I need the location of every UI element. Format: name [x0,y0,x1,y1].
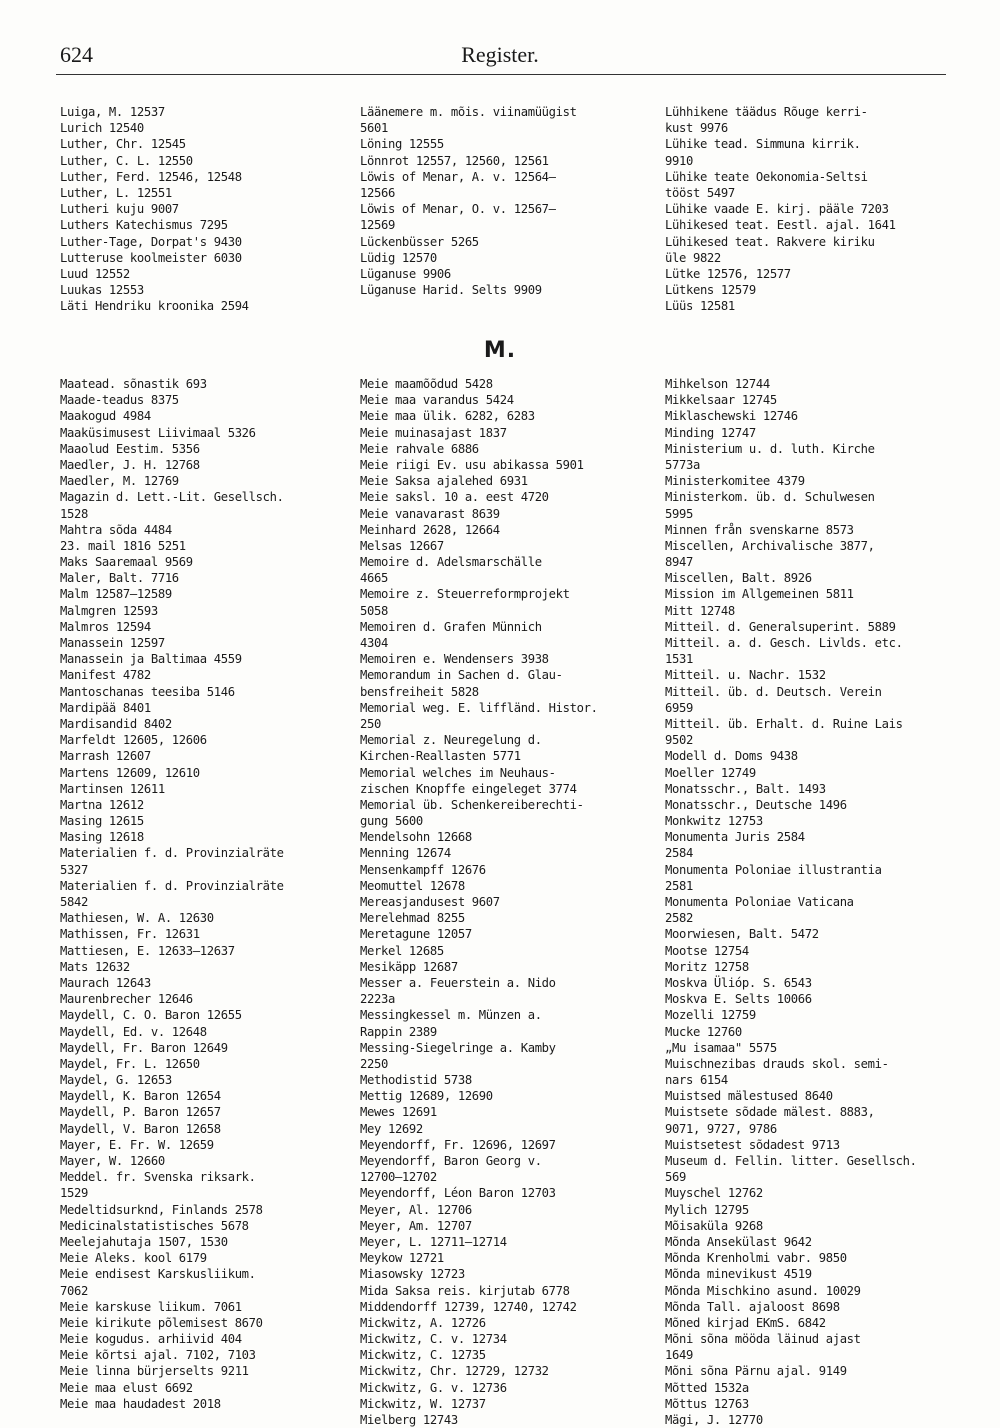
index-entry: 2584 [665,846,693,861]
index-entry: Lühikesed teat. Rakvere kiriku [665,234,875,249]
index-entry: Mylich 12795 [665,1202,749,1217]
index-entry: Mõnda Mischkino asund. 10029 [665,1283,861,1298]
index-entry: 1531 [665,652,693,667]
index-entry: Mõttus 12763 [665,1396,749,1411]
index-column-1 [60,376,340,1412]
index-entry: Mõisaküla 9268 [665,1218,763,1233]
index-entry: Meie karskuse liikum. 7061 [60,1299,242,1314]
index-entry: 12700—12702 [360,1170,437,1185]
index-entry: Luthers Katechismus 7295 [60,218,228,233]
index-entry: 8947 [665,555,693,570]
index-entry: Mitteil. d. Generalsuperint. 5889 [665,619,896,634]
index-entry: Mardisandid 8402 [60,716,172,731]
index-entry: Maedler, M. 12769 [60,474,179,489]
index-entry: Luther, Chr. 12545 [60,137,186,152]
index-entry: 5327 [60,862,88,877]
index-entry: Mitteil. a. d. Gesch. Livlds. etc. [665,636,903,650]
index-entry: Medicinalstatistisches 5678 [60,1218,249,1233]
section-heading-m: M. [483,338,517,363]
index-entry: Museum d. Fellin. litter. Gesellsch. [665,1154,917,1168]
index-entry: kust 9976 [665,121,728,136]
index-entry: Mõnda Ansekülast 9642 [665,1234,812,1249]
index-entry: Meyendorff, Baron Georg v. [360,1154,542,1168]
index-entry: Mathiesen, W. A. 12630 [60,911,214,926]
index-entry: 1649 [665,1348,693,1363]
index-entry: Monatsschr., Balt. 1493 [665,781,826,796]
index-entry: Mickwitz, W. 12737 [360,1396,486,1411]
index-entry: Meie maa haudadest 2018 [60,1396,221,1411]
index-entry: Melsas 12667 [360,538,444,553]
index-entry: Muistsetest sõdadest 9713 [665,1137,840,1152]
index-entry: Memorial üb. Schenkereiberechti- [360,797,584,812]
index-entry: Muistsed mälestused 8640 [665,1089,833,1104]
page-title: Register. [461,42,539,67]
index-entry: Moorwiesen, Balt. 5472 [665,927,819,942]
index-entry: Memorial welches im Neuhaus- [360,765,556,780]
index-entry: Mõned kirjad EKmS. 6842 [665,1315,826,1330]
index-entry: Memoiren e. Wendensers 3938 [360,652,549,667]
index-entry: Mattiesen, E. 12633—12637 [60,943,235,958]
index-entry: Mantoschanas teesiba 5146 [60,684,235,699]
index-entry: 250 [360,716,381,731]
index-entry: Meie saksl. 10 a. eest 4720 [360,490,549,505]
index-entry: Messing-Siegelringe a. Kamby [360,1040,556,1055]
index-entry: Luther, L. 12551 [60,185,172,200]
index-entry: Lühike vaade E. kirj. pääle 7203 [665,202,889,217]
index-entry: Marrash 12607 [60,749,151,764]
index-entry: gung 5600 [360,814,423,829]
index-entry: Moritz 12758 [665,959,749,974]
index-entry: Lüüs 12581 [665,299,735,314]
index-entry: Mickwitz, C. v. 12734 [360,1332,507,1347]
index-entry: Martna 12612 [60,797,144,812]
index-entry: tööst 5497 [665,185,735,200]
index-entry: Lüganuse 9906 [360,266,451,281]
index-entry: Mõni sõna mööda läinud ajast [665,1332,861,1347]
index-entry: Luther, Ferd. 12546, 12548 [60,169,242,184]
index-entry: 5601 [360,121,388,136]
index-entry: Meykow 12721 [360,1251,444,1266]
index-entry: Maaküsimusest Liivimaal 5326 [60,425,256,440]
index-entry: Meie kogudus. arhiivid 404 [60,1332,242,1347]
index-entry: Modell d. Doms 9438 [665,749,798,764]
index-entry: Meyer, Am. 12707 [360,1218,472,1233]
index-entry: Mõnda minevikust 4519 [665,1267,812,1282]
index-entry: üle 9822 [665,250,721,265]
index-entry: Masing 12615 [60,814,144,829]
index-entry: Marfeldt 12605, 12606 [60,733,207,748]
index-entry: Maakogud 4984 [60,409,151,424]
index-entry: Mickwitz, C. 12735 [360,1348,486,1363]
index-entry: 6959 [665,700,693,715]
index-entry: 5995 [665,506,693,521]
index-entry: Malmros 12594 [60,619,151,634]
index-entry: Meie rahvale 6886 [360,441,479,456]
index-entry: Muyschel 12762 [665,1186,763,1201]
index-entry: Meddel. fr. Svenska riksark. [60,1170,256,1185]
index-entry: 1529 [60,1186,88,1201]
index-entry: Lückenbüsser 5265 [360,234,479,249]
index-entry: 7062 [60,1283,88,1298]
index-entry: Meretagune 12057 [360,927,472,942]
index-entry: Mickwitz, Chr. 12729, 12732 [360,1364,549,1379]
index-entry: Mitt 12748 [665,603,735,618]
index-entry: Meyendorff, Fr. 12696, 12697 [360,1137,556,1152]
index-entry: Memoiren d. Grafen Münnich [360,619,542,634]
index-entry: Luiga, M. 12537 [60,105,165,119]
index-entry: Lutheri kuju 9007 [60,202,179,217]
index-entry: Mats 12632 [60,959,130,974]
index-entry: Mucke 12760 [665,1024,742,1039]
index-entry: Monumenta Poloniae illustrantia [665,862,882,877]
index-entry: Läti Hendriku kroonika 2594 [60,299,249,314]
index-entry: 5058 [360,603,388,618]
index-entry: Materialien f. d. Provinzialräte [60,878,284,893]
index-entry: Meie kirikute põlemisest 8670 [60,1315,263,1330]
index-entry: 23. mail 1816 5251 [60,538,186,553]
index-entry: Maydell, Ed. v. 12648 [60,1024,207,1039]
index-entry: Mootse 12754 [665,943,749,958]
index-entry: Messingkessel m. Münzen a. [360,1008,542,1023]
index-entry: 5773a [665,457,700,472]
index-entry: Mettig 12689, 12690 [360,1089,493,1104]
index-entry: Martens 12609, 12610 [60,765,200,780]
index-entry: Mihkelson 12744 [665,377,770,391]
index-entry: Meie vanavarast 8639 [360,506,500,521]
index-entry: Meie Aleks. kool 6179 [60,1251,207,1266]
index-entry: Lütkens 12579 [665,283,756,298]
index-entry: Meie endisest Karskusliikum. [60,1267,256,1282]
index-entry: Monumenta Juris 2584 [665,830,805,845]
index-entry: 5842 [60,895,88,909]
index-entry: Menning 12674 [360,846,451,861]
index-entry: Ministerkom. üb. d. Schulwesen [665,490,875,505]
index-entry: Maade-teadus 8375 [60,393,179,408]
index-entry: Merkel 12685 [360,943,444,958]
index-column-2 [360,376,640,1428]
index-entry: Malm 12587—12589 [60,587,172,602]
index-entry: Rappin 2389 [360,1024,437,1039]
index-entry: Methodistid 5738 [360,1073,472,1088]
index-entry: Löning 12555 [360,137,444,152]
index-entry: Meie Saksa ajalehed 6931 [360,474,528,489]
index-entry: Moskva Ülióp. S. 6543 [665,975,812,990]
index-entry: Mielberg 12743 [360,1413,458,1427]
index-entry: 9910 [665,153,693,168]
index-column-top-1 [60,104,340,314]
index-entry: Memorandum in Sachen d. Glau- [360,668,563,683]
index-entry: Ministerium u. d. luth. Kirche [665,441,875,456]
index-entry: Medeltidsurknd, Finlands 2578 [60,1202,263,1217]
index-entry: Maydell, K. Baron 12654 [60,1089,221,1104]
index-entry: „Mu isamaa" 5575 [665,1040,777,1055]
index-entry: 2581 [665,878,693,893]
index-entry: Moeller 12749 [665,765,756,780]
index-entry: Martinsen 12611 [60,781,165,796]
index-entry: zischen Knopffe eingeleget 3774 [360,781,577,796]
index-entry: Meie maa ülik. 6282, 6283 [360,409,535,424]
index-entry: Ministerkomitee 4379 [665,474,805,489]
index-entry: Maatead. sõnastik 693 [60,377,207,391]
index-entry: Meie muinasajast 1837 [360,425,507,440]
index-entry: Mõnda Tall. ajaloost 8698 [665,1299,840,1314]
index-entry: 9071, 9727, 9786 [665,1121,777,1136]
index-entry: Mida Saksa reis. kirjutab 6778 [360,1283,570,1298]
index-entry: Miasowsky 12723 [360,1267,465,1282]
index-entry: Maaolud Eestim. 5356 [60,441,200,456]
index-entry: Masing 12618 [60,830,144,845]
index-entry: Memoire d. Adelsmarschälle [360,555,542,570]
index-entry: Mahtra sõda 4484 [60,522,172,537]
index-entry: Löwis of Menar, A. v. 12564— [360,169,556,184]
page-number: 624 [60,42,93,67]
index-entry: Meelejahutaja 1507, 1530 [60,1234,228,1249]
index-entry: Maydell, V. Baron 12658 [60,1121,221,1136]
index-entry: Mensenkampff 12676 [360,862,486,877]
index-entry: Luud 12552 [60,266,130,281]
index-entry: Meie riigi Ev. usu abikassa 5901 [360,457,584,472]
index-entry: Meinhard 2628, 12664 [360,522,500,537]
index-entry: Luukas 12553 [60,283,144,298]
index-entry: Meie maamõõdud 5428 [360,377,493,391]
index-entry: Mitteil. u. Nachr. 1532 [665,668,826,683]
index-entry: 2250 [360,1056,388,1071]
index-column-top-2 [360,104,640,298]
index-entry: 2582 [665,911,693,926]
index-entry: Messer a. Feuerstein a. Nido [360,975,556,990]
index-entry: Middendorff 12739, 12740, 12742 [360,1299,577,1314]
index-entry: Meomuttel 12678 [360,878,465,893]
index-entry: Meie maa varandus 5424 [360,393,514,408]
index-entry: nars 6154 [665,1073,728,1088]
index-entry: Minding 12747 [665,425,756,440]
index-entry: Miscellen, Archivalische 3877, [665,538,875,553]
index-entry: Mitteil. üb. Erhalt. d. Ruine Lais [665,716,903,731]
index-entry: Muischnezibas drauds skol. semi- [665,1056,889,1071]
index-entry: Lütke 12576, 12577 [665,266,791,281]
index-entry: Meie maa elust 6692 [60,1380,193,1395]
index-entry: Miklaschewski 12746 [665,409,798,424]
index-entry: Maydel, Fr. L. 12650 [60,1056,200,1071]
index-entry: Maurenbrecher 12646 [60,992,193,1007]
index-entry: Mickwitz, A. 12726 [360,1315,486,1330]
index-entry: 12566 [360,185,395,200]
index-entry: Maks Saaremaal 9569 [60,555,193,570]
index-entry: Lönnrot 12557, 12560, 12561 [360,153,549,168]
index-entry: Mayer, W. 12660 [60,1154,165,1168]
index-entry: Lüdig 12570 [360,250,437,265]
index-entry: Meie kõrtsi ajal. 7102, 7103 [60,1348,256,1363]
index-entry: Magazin d. Lett.-Lit. Gesellsch. [60,490,284,505]
index-entry: 569 [665,1170,686,1185]
index-entry: Merelehmad 8255 [360,911,465,926]
index-entry: Minnen från svenskarne 8573 [665,522,854,537]
header-rule [56,74,946,75]
index-entry: Monumenta Poloniae Vaticana [665,895,854,909]
index-entry: Löwis of Menar, O. v. 12567— [360,202,556,217]
index-entry: Memoire z. Steuerreformprojekt [360,587,570,602]
index-entry: 2223a [360,992,395,1007]
index-entry: Maler, Balt. 7716 [60,571,179,586]
index-entry: Mission im Allgemeinen 5811 [665,587,854,602]
index-entry: Materialien f. d. Provinzialräte [60,846,284,861]
index-entry: Mõnda Krenholmi vabr. 9850 [665,1251,847,1266]
index-entry: 4304 [360,636,388,650]
index-entry: Monatsschr., Deutsche 1496 [665,797,847,812]
index-entry: Maydel, G. 12653 [60,1073,172,1088]
index-entry: Lurich 12540 [60,121,144,136]
index-entry: Mõni sõna Pärnu ajal. 9149 [665,1364,847,1379]
index-entry: 1528 [60,506,88,521]
index-entry: 9502 [665,733,693,748]
index-entry: Maedler, J. H. 12768 [60,457,200,472]
index-entry: Maydell, Fr. Baron 12649 [60,1040,228,1055]
index-entry: Mereasjandusest 9607 [360,895,500,909]
index-entry: Meyer, Al. 12706 [360,1202,472,1217]
index-entry: Lühike teate Oekonomia-Seltsi [665,169,868,184]
index-column-3 [665,376,945,1428]
index-entry: Lühhikene täädus Rõuge kerri- [665,105,868,119]
index-entry: Muistsete sõdade mälest. 8883, [665,1105,875,1120]
index-entry: Lutteruse koolmeister 6030 [60,250,242,265]
index-entry: Maydell, P. Baron 12657 [60,1105,221,1120]
index-entry: Läänemere m. mõis. viinamüügist [360,105,577,119]
index-entry: 12569 [360,218,395,233]
index-entry: Lühikesed teat. Eestl. ajal. 1641 [665,218,896,233]
index-entry: Monkwitz 12753 [665,814,763,829]
index-entry: Manifest 4782 [60,668,151,683]
index-entry: Luther-Tage, Dorpat's 9430 [60,234,242,249]
index-entry: Moskva E. Selts 10066 [665,992,812,1007]
index-entry: Mikkelsaar 12745 [665,393,777,408]
index-entry: Meie linna bürjerselts 9211 [60,1364,249,1379]
index-entry: Mickwitz, G. v. 12736 [360,1380,507,1395]
index-entry: Malmgren 12593 [60,603,158,618]
index-entry: Mathissen, Fr. 12631 [60,927,200,942]
index-entry: Maurach 12643 [60,975,151,990]
index-entry: Mendelsohn 12668 [360,830,472,845]
index-entry: Lüganuse Harid. Selts 9909 [360,283,542,298]
index-entry: Meyer, L. 12711—12714 [360,1234,507,1249]
index-entry: Mewes 12691 [360,1105,437,1120]
index-entry: Mõtted 1532a [665,1380,749,1395]
index-entry: Luther, C. L. 12550 [60,153,193,168]
index-entry: 4665 [360,571,388,586]
index-entry: Mardipää 8401 [60,700,151,715]
index-entry: Mesikäpp 12687 [360,959,458,974]
index-entry: Manassein ja Baltimaa 4559 [60,652,242,667]
page-header [60,38,940,78]
index-entry: Memorial weg. E. liffländ. Histor. [360,700,598,715]
index-entry: Mägi, J. 12770 [665,1413,763,1427]
index-entry: bensfreiheit 5828 [360,684,479,699]
index-entry: Mey 12692 [360,1121,423,1136]
index-entry: Lühike tead. Simmuna kirrik. [665,137,861,152]
index-entry: Kirchen-Reallasten 5771 [360,749,521,764]
index-entry: Memorial z. Neuregelung d. [360,733,542,748]
index-entry: Mitteil. üb. d. Deutsch. Verein [665,684,882,699]
index-entry: Miscellen, Balt. 8926 [665,571,812,586]
index-entry: Maydell, C. O. Baron 12655 [60,1008,242,1023]
index-entry: Meyendorff, Léon Baron 12703 [360,1186,556,1201]
index-entry: Mozelli 12759 [665,1008,756,1023]
index-entry: Mayer, E. Fr. W. 12659 [60,1137,214,1152]
index-column-top-3 [665,104,945,314]
index-entry: Manassein 12597 [60,636,165,650]
